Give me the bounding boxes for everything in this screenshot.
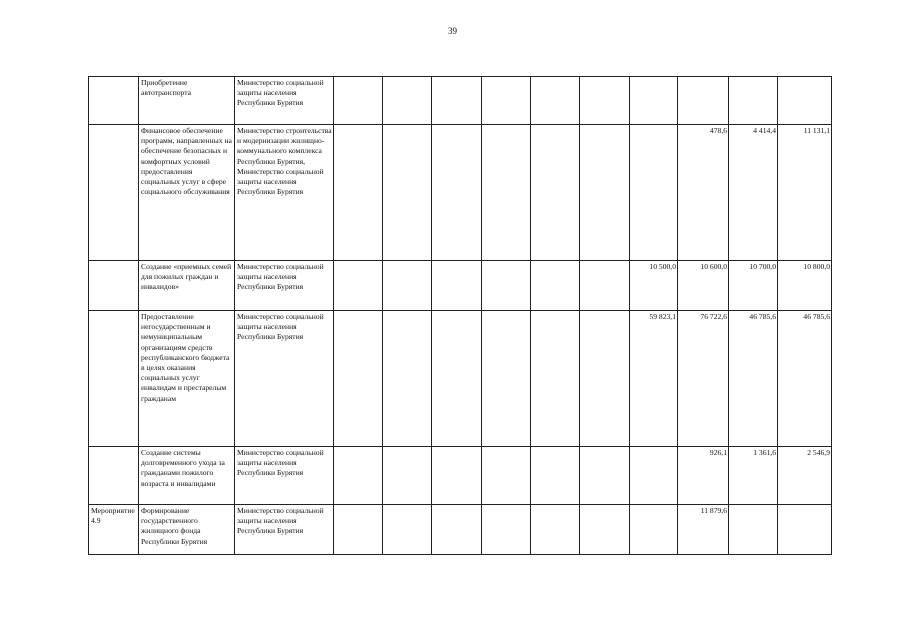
value-cell: 46 785,6 <box>778 311 832 447</box>
value-cell <box>531 125 580 261</box>
value-cell <box>334 77 383 125</box>
value-cell <box>630 125 678 261</box>
activity-cell <box>89 311 139 447</box>
executor-cell: Министерство социальной защиты населения Республики Бурятия <box>235 447 334 505</box>
program-table <box>88 76 832 555</box>
value-cell: 1 361,6 <box>729 447 778 505</box>
value-cell: 76 722,6 <box>678 311 729 447</box>
activity-cell <box>89 125 139 261</box>
value-cell <box>482 77 531 125</box>
value-cell <box>482 125 531 261</box>
value-cell: 926,1 <box>678 447 729 505</box>
table-row <box>89 311 832 447</box>
executor-cell: Министерство социальной защиты населения Республики Бурятия <box>235 505 334 555</box>
value-cell <box>432 505 482 555</box>
value-cell <box>630 77 678 125</box>
value-cell <box>531 77 580 125</box>
value-cell <box>531 447 580 505</box>
value-cell <box>580 311 630 447</box>
value-cell: 2 546,9 <box>778 447 832 505</box>
executor-cell: Министерство социальной защиты населения Республики Бурятия <box>235 311 334 447</box>
value-cell: 11 879,6 <box>678 505 729 555</box>
value-cell: 10 500,0 <box>630 261 678 311</box>
value-cell <box>334 125 383 261</box>
value-cell <box>580 77 630 125</box>
executor-cell: Министерство социальной защиты населения Республики Бурятия <box>235 261 334 311</box>
value-cell <box>482 261 531 311</box>
value-cell <box>729 505 778 555</box>
value-cell <box>580 447 630 505</box>
value-cell <box>432 261 482 311</box>
value-cell <box>580 125 630 261</box>
measure-name-cell: Приобретение автотранспорта <box>139 77 235 125</box>
measure-name-cell: Финансовое обеспечение программ, направленных на обеспечение безопасных и комфортных условий предоставления социальных услуг в сфере социального обслуживания <box>139 125 235 261</box>
table-row <box>89 447 832 505</box>
value-cell <box>531 505 580 555</box>
page-number: 39 <box>448 26 457 36</box>
value-cell: 10 700,0 <box>729 261 778 311</box>
value-cell <box>334 505 383 555</box>
value-cell <box>482 447 531 505</box>
value-cell <box>432 447 482 505</box>
value-cell <box>482 311 531 447</box>
value-cell: 10 600,0 <box>678 261 729 311</box>
measure-name-cell: Формирование государственного жилищного фонда Республики Бурятия <box>139 505 235 555</box>
value-cell: 59 823,1 <box>630 311 678 447</box>
value-cell <box>580 261 630 311</box>
table-row <box>89 77 832 125</box>
value-cell <box>778 77 832 125</box>
value-cell: 11 131,1 <box>778 125 832 261</box>
value-cell <box>432 311 482 447</box>
value-cell <box>432 125 482 261</box>
value-cell <box>531 311 580 447</box>
measure-name-cell: Создание системы долговременного ухода за гражданами пожилого возраста и инвалидами <box>139 447 235 505</box>
value-cell: 4 414,4 <box>729 125 778 261</box>
executor-cell: Министерство социальной защиты населения Республики Бурятия <box>235 77 334 125</box>
value-cell: 478,6 <box>678 125 729 261</box>
value-cell <box>383 505 432 555</box>
table-row <box>89 505 832 555</box>
table-row <box>89 261 832 311</box>
activity-cell <box>89 261 139 311</box>
value-cell <box>383 125 432 261</box>
value-cell: 46 785,6 <box>729 311 778 447</box>
measure-name-cell: Предоставление негосударственным и немуниципальным организациям средств республиканского бюджета в целях оказания социальных услуг инвалидам и престарелым гражданам <box>139 311 235 447</box>
activity-cell: Мероприятие 4.9 <box>89 505 139 555</box>
value-cell <box>383 447 432 505</box>
measure-name-cell: Создание «приемных семей для пожилых граждан и инвалидов» <box>139 261 235 311</box>
value-cell <box>778 505 832 555</box>
value-cell <box>334 261 383 311</box>
value-cell <box>383 77 432 125</box>
value-cell <box>531 261 580 311</box>
value-cell <box>630 447 678 505</box>
table-row <box>89 125 832 261</box>
value-cell <box>580 505 630 555</box>
value-cell: 10 800,0 <box>778 261 832 311</box>
value-cell <box>383 261 432 311</box>
value-cell <box>678 77 729 125</box>
activity-cell <box>89 77 139 125</box>
value-cell <box>482 505 531 555</box>
value-cell <box>729 77 778 125</box>
executor-cell: Министерство строительства и модернизации жилищно-коммунального комплекса Республики Бурятия, Министерство социальной защиты населения Республики Бурятия <box>235 125 334 261</box>
value-cell <box>432 77 482 125</box>
value-cell <box>334 447 383 505</box>
value-cell <box>334 311 383 447</box>
value-cell <box>630 505 678 555</box>
activity-cell <box>89 447 139 505</box>
value-cell <box>383 311 432 447</box>
